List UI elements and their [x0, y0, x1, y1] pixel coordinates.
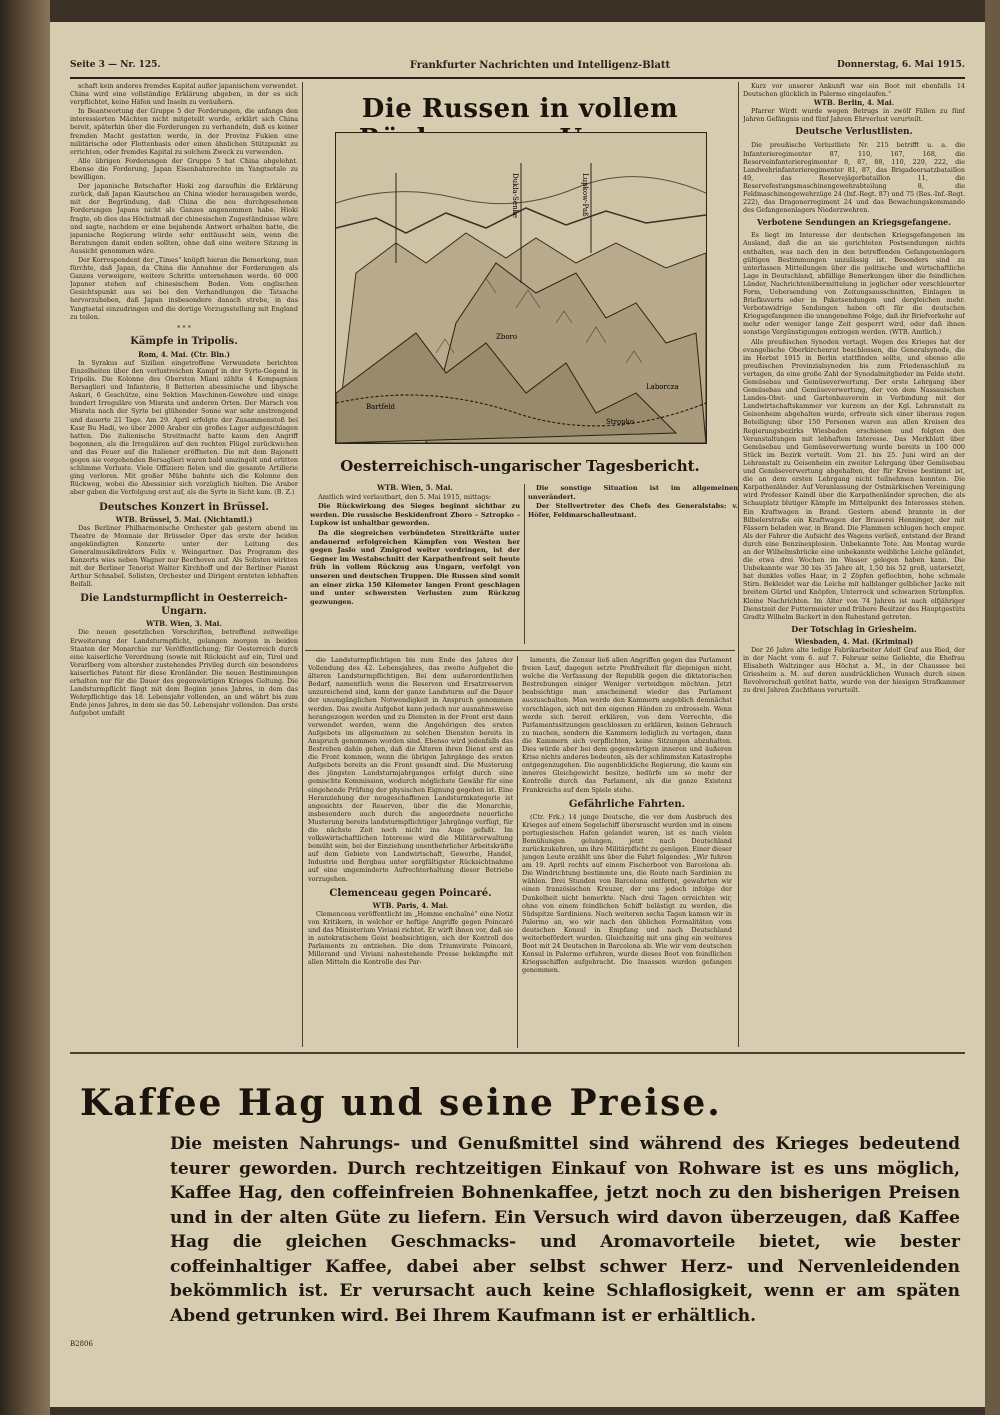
- dateline: Wiesbaden, 4. Mai. (Kriminal): [794, 636, 914, 646]
- map-label: Laborcza: [646, 383, 679, 391]
- column-rule: [517, 656, 518, 1048]
- paragraph: Der Stellvertreter des Chefs des Generalstabs: v. Höfer, Feldmarschalleutnant.: [528, 502, 738, 519]
- map-label: Stropko: [606, 418, 635, 426]
- article-text: In Syrakus auf Sizilien eingetroffene Verwundete berichten Einzelheiten über den verlustreichen Kampf in der Syrte-Gegend in Tripolis. Die Kolonne des Obersten Miani zählte 4 Kompagnien Bersaglieri und Infanterie, 8 Batterien abessinische und libysche Askari, 6 Geschütze, eine Sektion Maschinen-Gewehre und einige hundert Irreguläre von Misrata und anderen Orten. Der Marsch von Misrata nach der Syrte bei glühender Sonne war sehr anstrengend und dauerte 21 Tage. Am 29. April erfolgte der Zusammenstoß bei Kasr Bu Hadi, wo über 2000 Araber ein großes Lager aufgeschlagen hatten. Die italienische Streitmacht hatte kaum den Angriff begonnen, als die Irregulären auf den rechten Flügel zurückwichen und das Feuer auf die Italiener eröffneten. Die mit dem Bajonett gegen sie vorgehenden Bersaglieri waren bald umzingelt und erlitten schlimme Verluste. Viele Offiziere fielen und die gesamte Artillerie ging verloren. Mit großer Mühe bahnte sich die Kolonne den Rückweg, wobei die Abessinier sich vorzüglich hielten. Die Araber aber gaben die Verfolgung erst auf, als die Syrte in Sicht kam. (B. Z.): [70, 358, 298, 497]
- issue-date: Donnerstag, 6. Mai 1915.: [836, 60, 965, 70]
- article-text: Alle preußischen Synoden vertagt. Wegen des Krieges hat der evangelische Oberkirchenrat beschlossen, die Generalsynode, die im Herbst 1915 in Berlin stattfinden sollte, und ebenso alle preußischen Provinzialsynoden bis zum Friedensschluß zu vertagen, da eine große Zahl der Synodalmitglieder im Felde steht. Gemüsebau und Gemüseverwertung. Der erste Lehrgang über Gemüsebau und Gemüseverwertung, der von dem Nassauischen Landes-Obst- und Gartenbauverein in Verbindung mit der Landwirtschaftskammer vor kurzem an der Kgl. Lehranstalt zu Geisenheim abgehalten wurde, erfreute sich einer überaus regen Beteiligung; über 150 Personen waren aus allen Kreisen des Regierungsbezirks Wiesbaden erschienen und folgten den Veranstaltungen mit lebhaftem Interesse. Das Merkblatt über Gemüsebau und Gemüseverwertung wurde bereits in 100 000 Stück im Bezirk verteilt. Vom 21. bis 25. Juni wird an der Lehranstalt zu Geisenheim ein zweiter Lehrgang über Gemüsebau und Gemüseverwertung abgehalten, der für Kreise bestimmt ist, die an dem ersten Lehrgang nicht teilnehmen konnten. Die Karpathenländer. Auf Veranlassung der Ostmärkischen Vereinigung wird Professor Kaindl über die Karpathenländer sprechen, die als Schauplatz blutiger Kämpfe im Mittelpunkt des Interesses stehen. Ein Kraftwagen in Brand. Gestern abend brannte in der Bilbelerstraße ein Kraftwagen der Brauerei Henninger, der mit Fässern beladen war, in Brand. Die Flammen schlugen hoch empor. Als der Fahrer die Aufsicht des Wagens verließ, entstand der Brand durch eine Benzinexplosion. Unbekannte Tote. Am Montag wurde an der Wilhelmsbrücke eine unbekannte weibliche Leiche geländet, die etwa drei Wochen im Wasser gelegen haben kann. Die Unbekannte war 30 bis 35 Jahre alt, 1,50 bis 52 groß, untersetzt, hat dunkles volles Haar, in 2 Zöpfen geflochten, hohe schmale Stirn. Bekleidet war die Leiche mit halblanger gelblicher Jacke mit breitem Gürtel und Knöpfen, Unterrock und schwarzen Strümpfen. Kleine Nachrichten. Im Alter von 74 Jahren ist nach elfjähriger Dienstzeit der Futtermeister und frühere Besitzer des Hauptgestüts Gradtz Wilhelm Backert in den Ruhestand getreten.: [743, 337, 965, 621]
- column-2: [308, 656, 513, 1048]
- main-headline: Die Russen in vollem: [361, 94, 679, 124]
- article-text: Pfarrer Wirdt wurde wegen Betrugs in zwölf Fällen zu fünf Jahren Gefängnis und fünf Jahren Ehrverlust verurteilt.: [743, 107, 965, 124]
- map-label: Zboro: [496, 333, 518, 341]
- article-text: die Landsturmpflichtigen bis zum Ende des Jahres der Vollendung des 42. Lebensjahres, das zweite Aufgebot die älteren Landsturmpflichtigen. Bei dem außerordentlichen Bedarf, namentlich wenn die Reserven und Ersatzreserven unzureichend sind, kann der ganze Landsturm auf die Dauer der unumgänglichen Notwendigkeit in Anspruch genommen werden. Das zweite Aufgebot kann jedoch nur ausnahmsweise herangezogen werden und zu Diensten in der Front erst dann verwendet werden, wenn die Angehörigen des ersten Aufgebots im allgemeinen zu solchen Diensten bereits in Anspruch genommen worden sind. Ebenso wird jedenfalls das Bestreben dahin gehen, daß die Älteren ihren Dienst erst an die Front kommen, wenn die übrigen Jahrgänge des ersten Aufgebots bereits an die Front gesandt sind. Die Musterung des jüngsten Landsturmjahrganges erfolgt durch eine gemischte Kommission, wodurch möglichste Gewähr für eine eingehende Prüfung der physischen Eignung gegeben ist. Eine Heranziehung der neugeschaffenen Landsturmkategorie ist angesichts der Reserven, über die die Monarchie, insbesondere auch durch die angeordnete neuerliche Musterung bereits landsturmpflichtiger Jahrgänge verfügt, für die nächste Zeit noch nicht ins Auge gefaßt. Im volkswirtschaftlichen Interesse wird die Militärverwaltung bemüht sein, bei der Einziehung unentbehrlicher Arbeitskräfte auf dem Gebiete von Landwirtschaft, Gewerbe, Handel, Industrie und Bergbau unter sorgfältigster Rücksichtnahme auf eine ungeminderte Aufrechterhaltung dieser Betriebe vorzugehen.: [308, 656, 513, 883]
- page-number: Seite 3 — Nr. 125.: [70, 60, 161, 70]
- separator-stars: * * *: [177, 323, 191, 332]
- column-rule: [524, 484, 525, 644]
- article-text: Clemenceau veröffentlicht im „Homme enchaîné“ eine Notiz von Kritikern, in welcher er heftige Angriffe gegen Poincaré und das Ministerium Viviani richtet. Er wirft ihnen vor, daß sie in autokratischem Geist beabsichtigen, sich der Kontroll des Parlaments zu entziehen. Die dem Triumvirate Poincaré, Millerand und Viviani nahestehende Presse bekämpfte mit allen Mitteln die Kontrolle des Par-: [308, 909, 513, 967]
- paragraph: Der japanische Botschafter Hioki zog daraufhin die Erklärung zurück, daß Japan Kiautschou an China wieder herausgeben werde, mit der Begründung, daß China die neu durchgesehenen Forderungen Japans nicht als Ganzes angenommen habe. Hioki fragte, ob dies das Höchstmaß der chinesischen Zugeständnisse wäre und sagte, nachdem er eine bejahende Antwort erhalten hatte, die japanische Regierung würde sehr enttäuscht sein, wenn die Beratungen damit enden sollten, ohne daß eine weitere Sitzung in Aussicht genommen wäre.: [70, 182, 298, 255]
- masthead: Frankfurter Nachrichten und Intelligenz-Blatt: [409, 60, 671, 71]
- headline-clemenceau: Clemenceau gegen Poincaré.: [329, 887, 492, 899]
- headline-tripolis: Kämpfe in Tripolis.: [130, 335, 238, 347]
- article-text: Kurz vor unserer Ankunft war ein Boot mit ebenfalls 14 Deutschen glücklich in Palermo eingelaufen.“: [743, 82, 965, 99]
- report-headline: Oesterreichisch-ungarischer Tagesbericht.: [340, 457, 700, 475]
- dateline: Rom, 4. Mai. (Ctr. Bln.): [138, 349, 230, 359]
- dateline: WTB. Paris, 4. Mai.: [372, 900, 449, 910]
- paragraph: schaft kein anderes fremdes Kapital außer japanischem verwendet. China wird eine vollständige Erklärung abgeben, in der es sich verpflichtet, keine Häfen und Inseln zu veräußern.: [70, 82, 298, 107]
- article-text: Das Berliner Philharmonische Orchester gab gestern abend im Theatre de Monnaie der Brüsseler Oper das erste der beiden angekündigten Konzerte unter der Leitung des Generalmusikdirektors Felix v. Weingartner. Das Programm des Konzerts wies neben Wagner nur Beethoven auf. Als Solisten wirkten mit der Berliner Tenorist Walter Kirchhoff und der Berliner Pianist Arthur Schnabel. Solisten, Orchester und Dirigent ernteten lebhaften Beifall.: [70, 523, 298, 589]
- dateline: WTB. Wien, 3. Mai.: [146, 619, 222, 629]
- map-drawing: [336, 133, 706, 443]
- header-rule: [70, 77, 965, 79]
- column-1: [70, 82, 298, 1047]
- advertisement-title: Kaffee Hag und seine Preise.: [80, 1082, 722, 1124]
- paragraph: Der Korrespondent der „Times“ knüpft hieran die Bemerkung, man fürchte, daß Japan, da China die Annahme der Forderungen als Ganzes verweigere, weitere Schritte unternehmen werde. 60 000 Japaner stehen auf chinesischem Boden. Vom englischen Gesichtspunkt aus sei bei den Verhandlungen die Tatsache hervorzuheben, daß Japan insbesondere danach strebe, in das Yangtsetal einzudringen und die dortige Vorzugsstellung mit England zu teilen.: [70, 255, 298, 321]
- advertisement-body: Die meisten Nahrungs- und Genußmittel sind während des Krieges bedeutend teurer geworden. Durch rechtzeitigen Einkauf von Rohware ist es uns möglich, Kaffee Hag, den coffeinfreien Bohnenkaffee, jetzt noch zu den bisherigen Preisen und in der alten Güte zu liefern. Ein Versuch wird davon überzeugen, daß Kaffee Hag die gleichen Geschmacks- und Aromavorteile bietet, wie bester coffeinhaltiger Kaffee, dabei aber selbst schwer Herz- und Nervenleidenden bekömmlich ist. Er verursacht auch keine Schlaflosigkeit, wenn er am späten Abend getrunken wird. Bei Ihrem Kaufmann ist er erhältlich.: [170, 1134, 960, 1326]
- article-text: Es liegt im Interesse der deutschen Kriegsgefangenen im Ausland, daß die an sie gerichteten Postsendungen nichts enthalten, was nach den in den betreffenden Gefangenenlagern gültigen Bestimmungen unzulässig ist. Besonders sind zu unterlassen Mitteilungen über die politische und wirtschaftliche Lage in Deutschland, abfällige Bemerkungen über die feindlichen Länder, Nachrichtenübermittelung in jeglicher oder verschleierter Form, Uebersendung von Zeitungsausschnitten, Einlagen in Briefkuverts oder in Paketsendungen und dergleichen mehr. Verbotswidrige Sendungen haben oft für die deutschen Kriegsgefangenen die unangenehme Folge, daß ihr Briefverkehr auf mehr oder weniger lange Zeit gesperrt wird, oder daß ihnen sonstige Vergünstigungen entzogen werden. (WTB. Amtlich.): [743, 231, 965, 337]
- headline-landsturm: Die Landsturmpflicht in Oesterreich-Ungarn.: [80, 593, 288, 618]
- map-label: Dukla-Senke: [511, 173, 519, 218]
- article-text: [522, 813, 732, 975]
- paragraph: Die sonstige Situation ist im allgemeinen unverändert.: [528, 484, 738, 501]
- map-label: Bartfeld: [366, 403, 395, 411]
- map-label: Lupkow-Paß: [581, 173, 589, 217]
- paragraph: Da die siegreichen verbündeten Streitkräfte unter andauernd erfolgreichen Kämpfen von Westen her gegen Jaslo und Zmigrod weiter vordringen, ist der Gegner im Westabschnitt der Karpathenfront seit heute früh in vollem Rückzug aus Ungarn, verfolgt von unseren und deutschen Truppen. Die Russen sind somit an einer zirka 150 Kilometer langen Front geschlagen und unter schwersten Verlusten zum Rückzug gezwungen.: [310, 528, 520, 606]
- headline-konzert: Deutsches Konzert in Brüssel.: [99, 501, 269, 513]
- book-binding: [0, 0, 50, 1415]
- paragraph: Die Rückwirkung des Sieges beginnt sichtbar zu werden. Die russische Beskidenfront Zboro – Sztropko – Lupkow ist unhaltbar geworden.: [310, 502, 520, 528]
- paragraph: Amtlich wird verlautbart, den 5. Mai 1915, mittags:: [318, 492, 492, 501]
- column-4: [743, 82, 965, 1047]
- article-text: Der 26 Jahre alte ledige Fabrikarbeiter Adolf Graf aus Ried, der in der Nacht vom 6. auf 7. Februar seine Geliebte, die Ehefrau Elisabeth Waltzinger aus Höchst a. M., in der Chaussee bei Griesheim a. M. auf deren ausdrücklichen Wunsch durch einen Revolverschuß getötet hatte, wurde von der hiesigen Strafkammer zu drei Jahren Zuchthaus verurteilt.: [743, 645, 965, 695]
- report-column-right: [528, 484, 738, 644]
- section-rule: [305, 650, 735, 651]
- article-text: 14 junge Deutsche, die vor dem Ausbruch des Krieges auf einem Segelschiff übersrascht wurden und in einem portugiesischen Hafen gelandet waren, ist es nach vielen Bemühungen gelungen, jetzt nach Deutschland zurückzukehren, um ihre Militärpflicht zu genügen. Einer dieser jungen Leute erzählt uns über die Fahrt folgendes: „Wir fuhren am 19. April rechts auf einem Fischerboot von Barcelona ab. Die Windrichtung bestimmte uns, die Route nach Sardinien zu wählen. Drei Stunden von Barcelona entfernt, gewahrten wir einen französischen Kreuzer, der uns jedoch infolge der Dunkelheit nicht bemerkte. Nach drei Tagen erreichten wir, ohne von einem feindlichen Schiff belästigt zu werden, die Südspitze Sardiniens. Nach weiteren sechs Tagen kamen wir in Palermo an, wo wir nach den üblichen Formalitäten vom deutschen Konsul in Empfang und nach Deutschland weiterbefördert wurden. Gleichzeitig mit uns ging ein weiteres Boot mit 24 Deutschen in Barcelona ab. Wie wir vom deutschen Konsul in Palermo erfuhren, wurde dieses Boot von feindlichen Kriegsschiffen aufgebracht. Die Insassen wurden gefangen genommen.: [522, 812, 732, 975]
- adjacent-page-edge: [985, 0, 1000, 1415]
- newspaper-page: [50, 22, 985, 1407]
- report-column-left: [310, 484, 520, 644]
- headline-totschlag: Der Totschlag in Griesheim.: [791, 623, 917, 634]
- headline-fahrten: Gefährliche Fahrten.: [568, 798, 686, 810]
- advertisement-rule: [70, 1052, 965, 1054]
- article-text: laments, die Zensur ließ allen Angriffen gegen das Parlament freien Lauf, dagegen setzte Preßfreiheit für diejenigen nicht, welche die Verfassung der Republik gegen die diktatorischen Bestrebungen einiger Weniger verteidigen möchten. Jetzt beabsichtige man anscheinend wieder das Parlament auszuschalten. Man werde den Kammern angeblich demnächst vorschlagen, sich mit den eigenen Händen zu erdrosseln. Wenn werde sich bereit erklären, von dem Vorrechte, die Parlamentssitzungen geschlossen zu erklären, keinen Gebrauch zu machen, sondern die Kammern lediglich zu vertagen, dann die Kammern sich verpflichten, keine Sitzungen abzuhalten. Dies würde aber bei dem gegenwärtigen inneren und äußeren Krise nichts anderes bedeuten, als der schlimmsten Katastrophe entgegenzugehen. Die augenblickliche Regierung, die kaum ein inneres Gleichgewicht besitze, bedürfe um so mehr der Kontrolle durch das Parlament, als die ganze Existenz Frankreichs auf dem Spiele stehe.: [522, 656, 732, 794]
- column-rule: [738, 82, 739, 1047]
- dateline: (Ctr. Frk.): [530, 812, 565, 821]
- dateline: WTB. Wien, 5. Mai.: [377, 484, 453, 492]
- headline-sendungen: Verbotene Sendungen an Kriegsgefangene.: [756, 217, 952, 228]
- article-text: Die neuen gesetzlichen Vorschriften, betreffend zeitweilige Erweiterung der Landsturmpflicht, gelangen morgen in beiden Staaten der Monarchie zur Veröffentlichung; für Oesterreich durch eine kaiserliche Verordnung (sowie mit Rücksicht auf ein, Tirol und Vorarlberg vom altersher zustehendes Privileg durch ein besonderes kaiserliches Patent für diese Kronländer. Die neuen Bestimmungen erhalten nur für die Dauer des gegenwärtigen Krieges Geltung. Die Landsturmpflicht fängt mit dem Beginn jenes Jahres, in dem das Wehrpflichtige das 18. Lebensjahr vollenden, an und währt bis zum Ende jenes Jahres, in dem sie das 50. Lebensjahr vollenden. Das erste Aufgebot umfaßt: [70, 628, 298, 718]
- headline-verlustlisten: Deutsche Verlustlisten.: [795, 127, 913, 138]
- paragraph: Alle übrigen Forderungen der Gruppe 5 hat China abgelehnt. Ebenso die Forderung, Japan Eisenbahnrechte im Yangtsetale zu bewilligen.: [70, 156, 298, 182]
- print-code: B2806: [70, 1340, 93, 1348]
- dateline: WTB. Berlin, 4. Mai.: [813, 98, 895, 108]
- dateline: WTB. Brüssel, 5. Mai. (Nichtamtl.): [115, 514, 253, 524]
- column-rule: [302, 82, 303, 1047]
- paragraph: In Beantwortung der Gruppe 5 der Forderungen, die anfangs den interessierten Mächten nicht mitgeteilt wurde, erklärt sich China bereit, späterhin über die Forderungen zu verhandeln, daß es keiner fremden Macht gestatten werde, in der Provinz Fukien eine militärische oder Flottenbasis oder einen ähnlichen Stützpunkt zu errichten, oder fremdes Kapital zu solchem Zweck zu verwenden.: [70, 107, 298, 156]
- article-text: Die preußische Verlustliste Nr. 215 betrifft u. a. die Infanterieregimenter 87, 110, 167, 168, die Reserveinfanterieregimenter 8, 87, 88, 110, 229, 222, die Landwehrinfanterieregimenter 81, 87, das Brigadeersatzbataillon 49, das Reservejägerbataillon 11, die Reservefestungsmaschinengewehrabteilung 8, die Feldmaschinengewehrzüge 24 (Inf.-Regt. 87) und 75 (Res.-Inf.-Regt. 222), das Dragonerregiment 24 und das Bewachungskommando des Gefangenenlagers Niederzwehren.: [743, 141, 965, 215]
- column-3: [522, 656, 732, 1048]
- mountain-map-illustration: [335, 132, 707, 444]
